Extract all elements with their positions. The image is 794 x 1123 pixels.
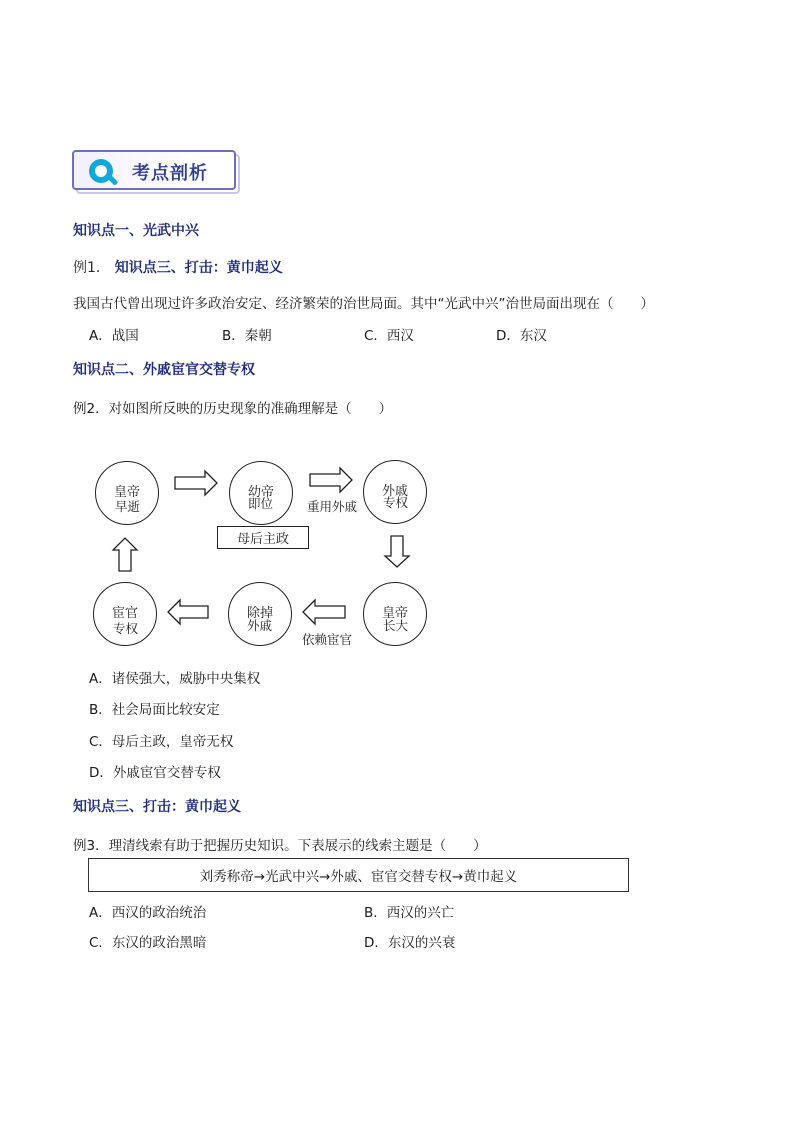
question-3-stem: 理清线索有助于把握历史知识。下表展示的线索主题是（ ） (108, 838, 487, 854)
arrow-up-icon (113, 538, 137, 571)
question-1-topic: 知识点三、打击：黄巾起义 (114, 260, 283, 276)
question-2-option-c[interactable]: C．母后主政，皇帝无权 (89, 734, 234, 750)
question-1-option-b[interactable]: B．秦朝 (222, 328, 272, 344)
node-text: 皇帝 (113, 485, 140, 500)
node-emperor-grows (363, 582, 427, 646)
node-text-line2: 早逝 (115, 499, 141, 514)
question-3-stem-line (73, 834, 487, 854)
question-3-option-d[interactable]: D．东汉的兴衰 (364, 935, 456, 951)
node-relatives-power (363, 460, 427, 524)
arrow-left-icon (303, 600, 345, 624)
question-2-stem: 对如图所反映的历史现象的准确理解是（ ） (108, 401, 393, 417)
node-text-line2: 专权 (383, 495, 409, 510)
arrow-left-icon (168, 600, 208, 624)
question-3-option-b[interactable]: B．西汉的兴亡 (364, 905, 455, 921)
arrow-right-icon (310, 468, 352, 492)
node-text-line2: 即位 (248, 496, 274, 511)
clue-chain-box: 刘秀称帝→光武中兴→外戚、宦官交替专权→黄巾起义 (88, 858, 629, 892)
example-label: 例 (73, 260, 87, 276)
question-1-stem: 我国古代曾出现过许多政治安定、经济繁荣的治世局面。其中“光武中兴”治世局面出现在（ ） (73, 296, 654, 312)
banner-title: 考点剖析 (132, 163, 208, 184)
question-1-option-d[interactable]: D．东汉 (496, 328, 547, 344)
question-1-option-a[interactable]: A．战国 (89, 328, 139, 344)
node-text: 皇帝 (381, 606, 408, 621)
label-rely-on-relatives: 重用外戚 (307, 499, 358, 514)
box-empress-regency: 母后主政 (217, 526, 309, 549)
question-2-option-a[interactable]: A．诸侯强大，威胁中央集权 (89, 671, 261, 687)
example-label: 例 (73, 401, 87, 417)
question-3-option-a[interactable]: A．西汉的政治统治 (89, 905, 207, 921)
node-text: 幼帝 (247, 485, 274, 500)
arrow-right-icon (175, 471, 217, 495)
question-2-option-b[interactable]: B．社会局面比较安定 (89, 702, 220, 718)
node-text: 外戚 (381, 484, 408, 499)
example-number: 3． (86, 838, 109, 854)
section-heading-1: 知识点一、光武中兴 (73, 223, 199, 239)
node-young-emperor (229, 461, 293, 525)
node-emperor-dies-early (95, 461, 159, 525)
label-rely-on-eunuchs: 依赖宦官 (302, 632, 353, 647)
node-text: 宦官 (111, 606, 138, 621)
example-label: 例 (73, 838, 87, 854)
node-text-line2: 外戚 (247, 618, 273, 633)
node-text: 除掉 (246, 606, 273, 621)
question-2-option-d[interactable]: D．外戚宦官交替专权 (89, 765, 221, 781)
section-heading-2: 知识点二、外戚宦官交替专权 (73, 362, 255, 378)
example-number: 1． (87, 260, 110, 276)
node-remove-relatives (228, 582, 292, 646)
question-3-option-c[interactable]: C．东汉的政治黑暗 (89, 935, 207, 951)
arrow-down-icon (385, 536, 409, 567)
node-text-line2: 专权 (113, 621, 139, 636)
question-1-option-c[interactable]: C．西汉 (364, 328, 414, 344)
example-number: 2． (86, 401, 109, 417)
section-heading-3: 知识点三、打击：黄巾起义 (73, 799, 241, 815)
node-text-line2: 长大 (383, 618, 409, 633)
